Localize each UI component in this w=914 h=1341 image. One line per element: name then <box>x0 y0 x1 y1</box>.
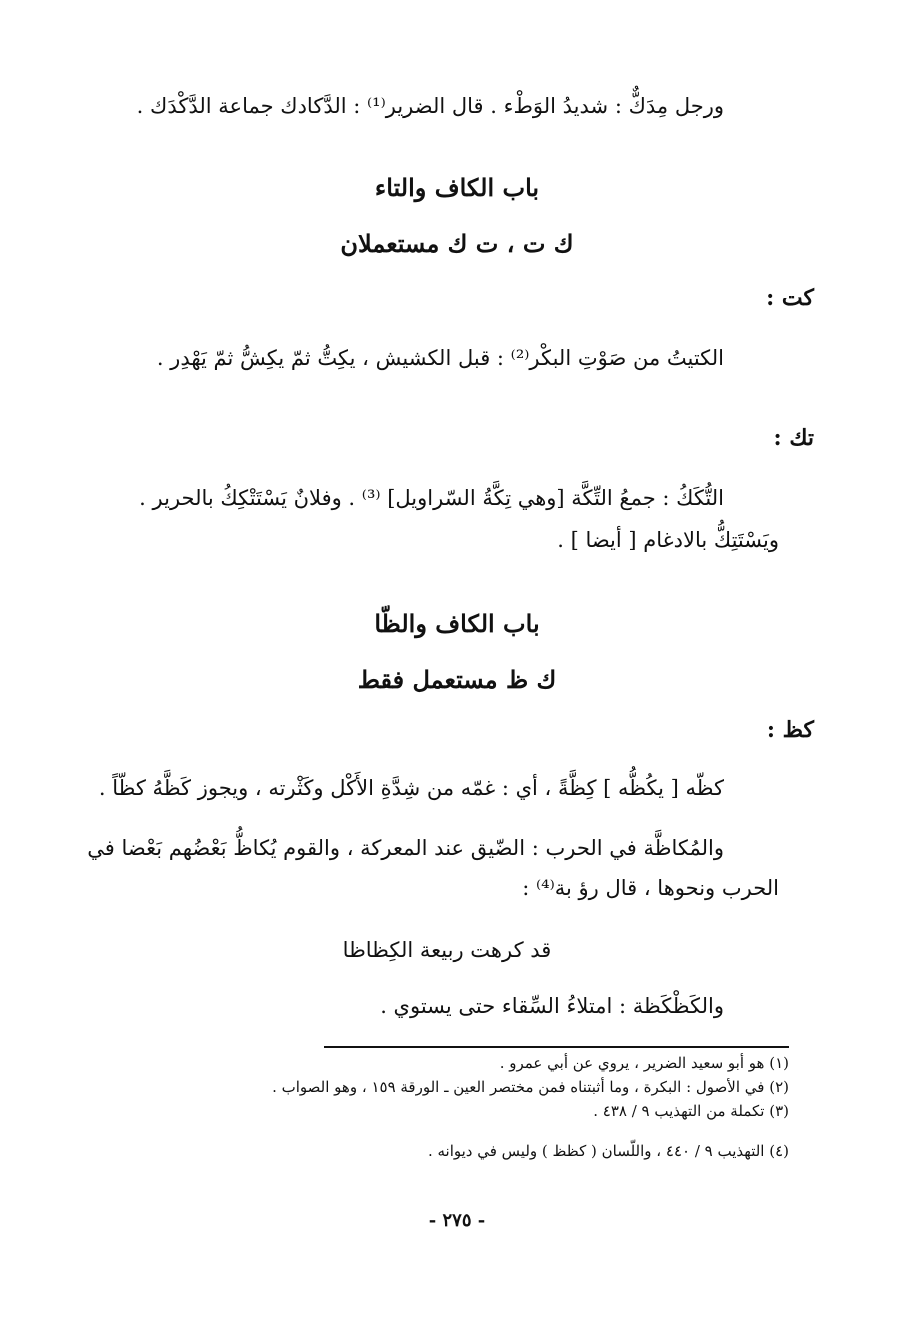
text-line-6: والمُكاظَّة في الحرب : الضّيق عند المعركة ، والقوم يُكاظُّ بَعْضُهم بَعْضا في <box>87 836 724 860</box>
text-line-1: ورجل مِدَكٌّ : شديدُ الوَطْء . قال الضرير⁽¹⁾ : الدَّكادك جماعة الدَّكْدَك . <box>136 94 724 118</box>
lemma-heading: كت : <box>766 285 814 311</box>
lemma-heading: تك : <box>773 425 814 451</box>
verse-line: قد كرهت ربيعة الكِظاظا <box>342 938 552 962</box>
footnote: (٣) تكملة من التهذيب ٩ / ٤٣٨ . <box>593 1102 789 1120</box>
page-number: - ٢٧٥ - <box>428 1210 486 1231</box>
footnote: (٤) التهذيب ٩ / ٤٤٠ ، واللّسان ( كظظ ) وليس في ديوانه . <box>427 1142 789 1160</box>
lemma-heading: كظ : <box>766 717 814 743</box>
footnote: (٢) في الأصول : البكرة ، وما أثبتناه فمن مختصر العين ـ الورقة ١٥٩ ، وهو الصواب . <box>272 1078 789 1096</box>
text-line-4: ويَسْتَتِكُّ بالادغام [ أيضا ] . <box>557 528 779 552</box>
chapter-subheading: ك ظ مستعمل فقط <box>357 665 557 694</box>
chapter-subheading: ك ت ، ت ك مستعملان <box>340 229 574 258</box>
text-line-8: والكَظْكَظة : امتلاءُ السِّقاء حتى يستوي . <box>380 994 724 1018</box>
text-line-7: الحرب ونحوها ، قال رؤ بة⁽⁴⁾ : <box>522 876 779 900</box>
text-line-5: كظّه [ يكُظُّه ] كِظَّةً ، أي : غمّه من شِدَّةِ الأَكْل وكَثْرته ، ويجوز كَظَّهُ كظّاً . <box>98 776 724 800</box>
text-line-3: التُّكَكُ : جمعُ التِّكَّة [وهي تِكَّةُ السّراويل] ⁽³⁾ . وفلانٌ يَسْتَتْكِكُ بالحرير . <box>139 486 724 510</box>
footnote-divider <box>324 1046 789 1048</box>
chapter-heading: باب الكاف والتاء <box>374 173 540 202</box>
footnote: (١) هو أبو سعيد الضرير ، يروي عن أبي عمرو . <box>499 1054 789 1072</box>
text-line-2: الكتيتُ من صَوْتِ البكْر⁽²⁾ : قبل الكشيش ، يكِتُّ ثمّ يكِشُّ ثمّ يَهْدِر . <box>156 346 724 370</box>
chapter-heading: باب الكاف والظّا <box>374 609 540 638</box>
